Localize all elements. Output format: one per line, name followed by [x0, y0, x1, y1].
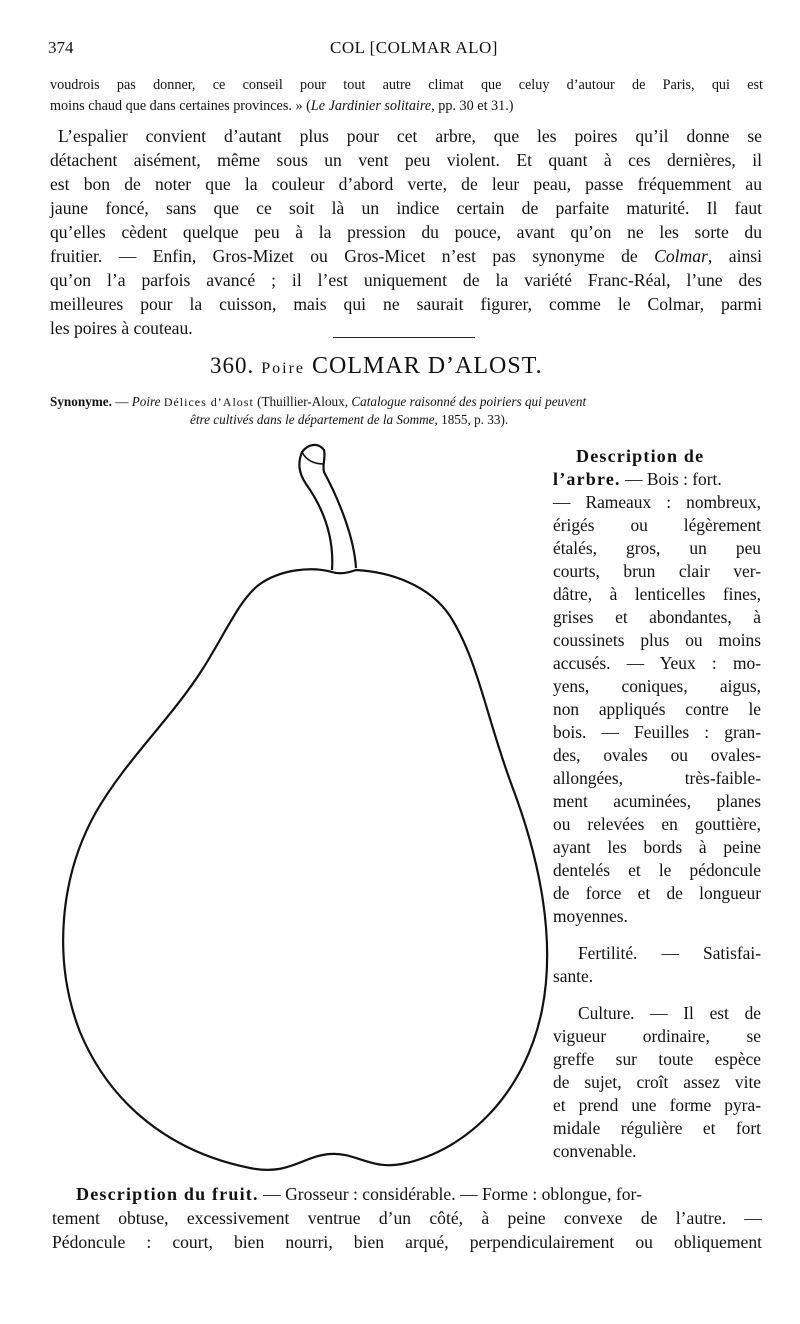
intro-line-4: jaune foncé, sans que ce soit là un indice certain de parfaite maturité. Il faut — [50, 198, 762, 218]
tree-line-17: ayant les bords à peine — [553, 837, 761, 857]
tree-line-12: bois. — Feuilles : gran- — [553, 722, 761, 742]
tree-line-2: — Rameaux : nombreux, — [553, 492, 761, 512]
quote-line-2 — [50, 98, 514, 115]
tree-line-3: érigés ou légèrement — [553, 515, 761, 535]
intro-line-2: détachent aisément, même sous un vent peu violent. Et quant à ces dernières, il — [50, 150, 762, 170]
fruit-heading: Description du fruit. — [76, 1184, 259, 1204]
synonyme-ref-title: Catalogue raisonné des poiriers qui peuvent — [351, 394, 587, 409]
fruit-line-1 — [76, 1184, 762, 1205]
tree-line-6: dâtre, à lenticelles fines, — [553, 584, 761, 604]
culture-line-4: de sujet, croît assez vite — [553, 1072, 761, 1092]
synonyme-name: Délices d’Alost — [163, 395, 254, 409]
synonyme-ref-title-cont: être cultivés dans le département de la Somme — [190, 412, 435, 427]
tree-bois: — Bois : fort. — [625, 469, 722, 489]
dash: — — [111, 394, 132, 409]
tree-line-20: moyennes. — [553, 906, 628, 926]
page-number: 374 — [48, 38, 74, 57]
tree-line-5: courts, brun clair ver- — [553, 561, 761, 581]
entry-number: 360. — [210, 353, 255, 378]
intro-line-3: est bon de noter que la couleur d’abord verte, de leur peau, passe fréquemment au — [50, 174, 762, 194]
intro-line-5: qu’elles cèdent quelque peu à la pression du pouce, avant qu’on ne les sorte du — [50, 222, 762, 242]
entry-title — [210, 353, 543, 380]
culture-line-1: Culture. — Il est de — [578, 1003, 761, 1023]
intro-text: , ainsi — [707, 246, 762, 266]
tree-line-bois — [553, 469, 761, 490]
fertility-line-1: Fertilité. — Satisfai- — [578, 943, 761, 963]
tree-line-13: des, ovales ou ovales- — [553, 745, 761, 765]
quote-source-pages: , pp. 30 et 31.) — [431, 98, 514, 114]
pear-stalk — [299, 445, 356, 570]
pear-body — [63, 569, 547, 1170]
culture-line-7: convenable. — [553, 1141, 637, 1161]
intro-line-6 — [50, 246, 762, 267]
synonyme-poire: Poire — [131, 394, 161, 409]
intro-line-1: L’espalier convient d’autant plus pour cet arbre, que les poires qu’il donne se — [58, 126, 762, 146]
tree-line-4: étalés, gros, un peu — [553, 538, 761, 558]
pear-stalk-end — [302, 452, 324, 464]
entry-name: COLMAR D’ALOST. — [312, 353, 543, 379]
fertility-line-2: sante. — [553, 966, 594, 986]
culture-line-6: midale régulière et fort — [553, 1118, 761, 1138]
tree-heading: Description de — [576, 446, 705, 466]
tree-line-15: ment acuminées, planes — [553, 791, 761, 811]
tree-line-16: ou relevées en gouttière, — [553, 814, 761, 834]
synonyme-label: Synonyme. — [50, 394, 112, 409]
fruit-line-3: Pédoncule : court, bien nourri, bien arqué, perpendiculairement ou obliquement — [52, 1232, 762, 1252]
tree-line-19: de force et de longueur — [553, 883, 761, 903]
synonyme-line-1 — [50, 394, 586, 410]
culture-line-2: vigueur ordinaire, se — [553, 1026, 761, 1046]
intro-text: fruitier. — Enfin, Gros-Mizet ou Gros-Micet n’est pas synonyme de — [50, 246, 655, 266]
culture-line-5: et prend une forme pyra- — [553, 1095, 761, 1115]
synonyme-ref-tail: , 1855, p. 33). — [434, 412, 509, 427]
quote-text: moins chaud que dans certaines provinces. » ( — [50, 98, 311, 114]
tree-line-14: allongées, très-faible- — [553, 768, 761, 788]
synonyme-line-2 — [190, 412, 508, 428]
entry-poire: Poire — [261, 360, 306, 377]
pear-illustration — [40, 440, 560, 1190]
synonyme-ref-author: (Thuillier-Aloux, — [253, 394, 352, 409]
separator-rule — [333, 337, 475, 338]
quote-line-1: voudrois pas donner, ce conseil pour tout autre climat que celuy d’autour de Paris, qui est — [50, 77, 763, 93]
tree-line-18: dentelés et le pédoncule — [553, 860, 761, 880]
intro-line-8: meilleures pour la cuisson, mais qui ne saurait figurer, comme le Colmar, parmi — [50, 294, 762, 314]
fruit-text: — Grosseur : considérable. — Forme : oblongue, for- — [258, 1184, 642, 1204]
intro-colmar: Colmar — [654, 246, 708, 266]
tree-line-7: grises et abondantes, à — [553, 607, 761, 627]
tree-line-9: accusés. — Yeux : mo- — [553, 653, 761, 673]
culture-line-3: greffe sur toute espèce — [553, 1049, 761, 1069]
fruit-line-2: tement obtuse, excessivement ventrue d’un côté, à peine convexe de l’autre. — — [52, 1208, 762, 1228]
quote-source-title: Le Jardinier solitaire — [310, 98, 432, 114]
tree-line-10: yens, coniques, aigus, — [553, 676, 761, 696]
running-head: COL [COLMAR ALO] — [330, 38, 498, 57]
tree-line-11: non appliqués contre le — [553, 699, 761, 719]
tree-line-8: coussinets plus ou moins — [553, 630, 761, 650]
tree-heading-2: l’arbre. — [553, 469, 621, 489]
intro-line-7: qu’on l’a parfois avancé ; il l’est uniquement de la variété Franc-Réal, l’une des — [50, 270, 762, 290]
intro-line-9: les poires à couteau. — [50, 318, 193, 338]
